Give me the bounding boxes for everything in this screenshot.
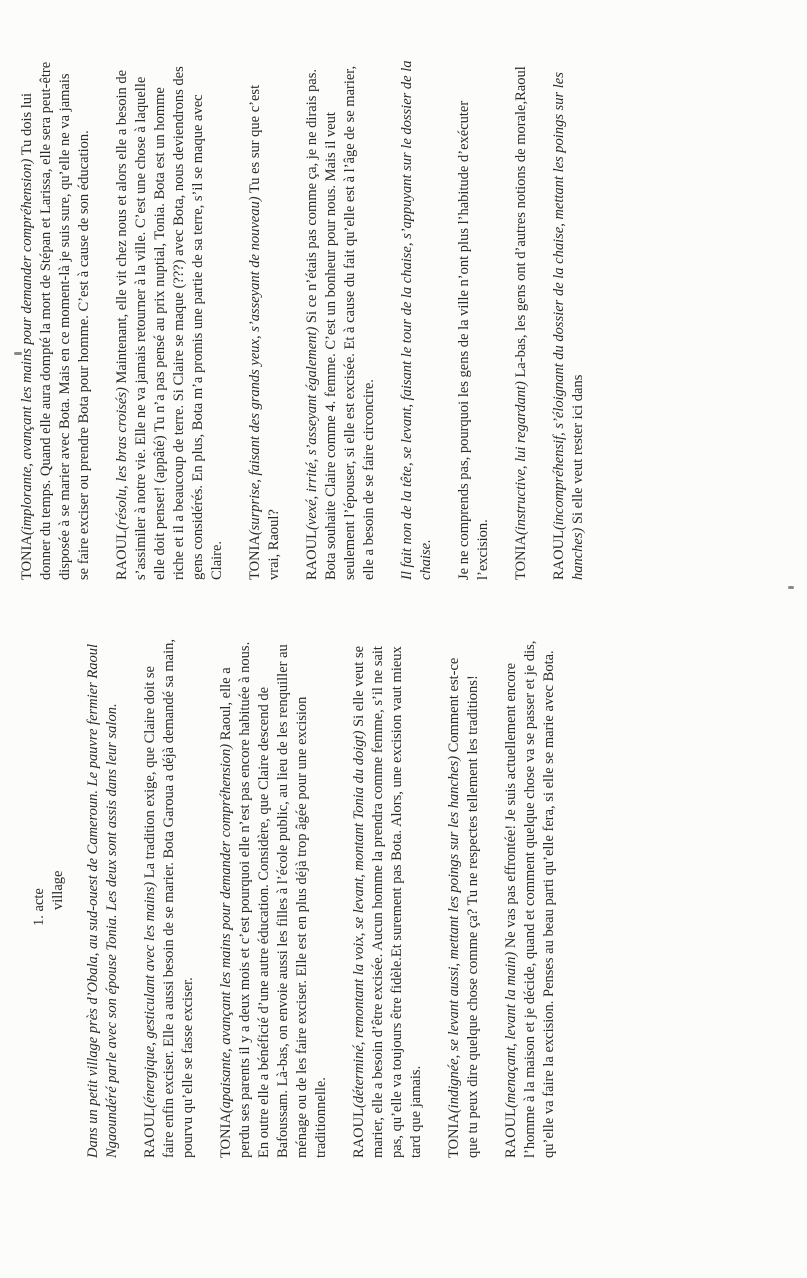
dialogue-text: Raoul, elle a perdu ses parents il y a deux mois et c’est pourquoi elle n’est pas encore habituée à nous. En outre elle a bénéficié d’une autre éducation. Considère, que Claire descend de Bafoussam. Là-bas, on envoie aussi les filles à l’école public, au lieu de les renquiller au ménage ou de les faire exciser. Elle est en plus déjà trop âgée pour une excision traditionnelle. [218,641,329,1158]
dialogue-block [512,60,531,580]
dialogue-block [455,60,493,580]
stage-direction: (résolu, les bras croisés) [114,387,130,531]
stage-direction: (menaçant, levant la main) [503,951,519,1109]
dialogue-text: La-bas, les gens ont d’autres notions de morale,Raoul [513,66,529,382]
speaker-name: TONIA [446,1113,462,1158]
left-column [30,638,790,1158]
speaker-name: TONIA [19,535,35,580]
dialogue-block [350,638,426,1158]
speaker-name: RAOUL [142,1108,158,1158]
stage-direction: (instructive, lui regardant) [513,381,529,536]
stage-direction-block [398,60,436,580]
stage-direction: Il fait non de la tête, se levant, faisant le tour de la chaise, s’appuyant sur le dossier de la chaise. [399,60,434,580]
dialogue-text: Ne vas pas effrontée! Je suis actuellement encore l’homme à la maison et je décide, quand et comment quelque chose va se passer et je dis, qu’elle va faire la excision. Penses au beau parti qu’elle fera, si elle se marie avec Bota. [503,640,557,1158]
stage-direction: (implorante, avançant les mains pour demander compréhension) [19,158,35,536]
dialogue-text: Si ce n’étais pas comme ça, je ne dirais pas. Bota souhaite Claire comme 4. femme. C’est un bonheur pour nous. Mais il veut seulement l’épouser, si elle est excisée. Et à cause du fait qu’elle est à l’âge de se marier, elle a besoin de se faire circoncire. [304,65,377,580]
stage-direction: (indignée, se levant aussi, mettant les poings sur les hanches) [446,755,462,1114]
act-place: village [50,870,66,910]
dialogue-text: Si elle veut se marier, elle a besoin d’être excisée. Aucun homme la prendra comme femme, s’il ne sait pas, qu’elle va toujours être fidèle.Et surement pas Bota. Alors, une excision vaut mieux tard que jamais. [351,645,424,1158]
speaker-name: TONIA [218,1113,234,1158]
act-header [30,638,68,1158]
stage-direction: (énergique, gesticulant avec les mains) [142,881,158,1109]
dialogue-text: Si elle veut rester ici dans [570,374,586,528]
dialogue-block [445,638,483,1158]
dialogue-text: La tradition exige, que Claire doit se faire enfin exciser. Elle a aussi besoin de se marier. Bota Garoua a déjà demandé sa main, pourvu qu’elle se fasse exciser. [142,639,196,1158]
speaker-name: RAOUL [503,1108,519,1158]
speaker-name: RAOUL [551,530,567,580]
speaker-name: TONIA [513,535,529,580]
speaker-name: TONIA [247,535,263,580]
dialogue-block [303,60,379,580]
dialogue-block [246,60,284,580]
act-number: 1. acte [31,888,47,926]
dialogue-text: Tu dois lui donner du temps. Quand elle aura dompté la mort de Stépan et Larissa, elle sera peut-être disposée à se marier avec Bota. Mais en ce moment-là je suis sure, qu’elle ne va jamais se faire exciser ou prendre Bota pour homme. C’est à cause de son éducation. [19,61,92,580]
right-column [18,60,778,580]
dialogue-block [550,60,588,580]
dialogue-block [502,638,559,1158]
dialogue-text: Je ne comprends pas, pourquoi les gens de la ville n’ont plus l’habitude d’exécuter l’excision. [456,100,491,580]
dialogue-text: Comment est-ce que tu peux dire quelque chose comme ça? Tu ne respectes tellement les traditions! [446,657,481,1158]
stage-direction: (incompréhensif, s’éloignant du dossier de la chaise, mettant les poings sur les hanches) [551,72,586,580]
dialogue-text: Maintenant, elle vit chez nous et alors elle a besoin de s’assimiler à notre vie. Elle ne va jamais retourner à la ville. C’est une chose à laquelle elle doit penser! (appâté) Tu n’a pas pensé au prix nuptial, Tonia. Bota est un homme riche et il a beaucoup de terre. Si Claire se maque (???) avec Bota, nous deviendrons des gens considérés. En plus, Bota m’a promis une partie de sa terre, s’il se maque avec Claire. [114,66,225,580]
dialogue-text: Tu es sur que c’est vrai, Raoul? [247,84,282,580]
stage-direction: (vexé, irrité, s’asseyant également) [304,326,320,531]
speaker-name: RAOUL [304,530,320,580]
stage-direction: (apaisante, avançant les mains pour demander compréhension) [218,743,234,1114]
dialogue-block [217,638,331,1158]
speaker-name: RAOUL [114,530,130,580]
intro-stage-direction: Dans un petit village près d’Obala, au sud-ouest de Cameroun. Le pauvre fermier Raoul Ngaoundéré parle avec son épouse Tonia. Les deux sont assis dans leur salon. [85,643,120,1158]
stage-direction: (surprise, faisant des grands yeux, s’asseyant de nouveau) [247,196,263,536]
speaker-name: RAOUL [351,1108,367,1158]
dialogue-block [113,60,227,580]
dialogue-block [18,60,94,580]
stage-direction: (déterminé, remontant la voix, se levant, montant Tonia du doigt) [351,730,367,1109]
dialogue-block [141,638,198,1158]
